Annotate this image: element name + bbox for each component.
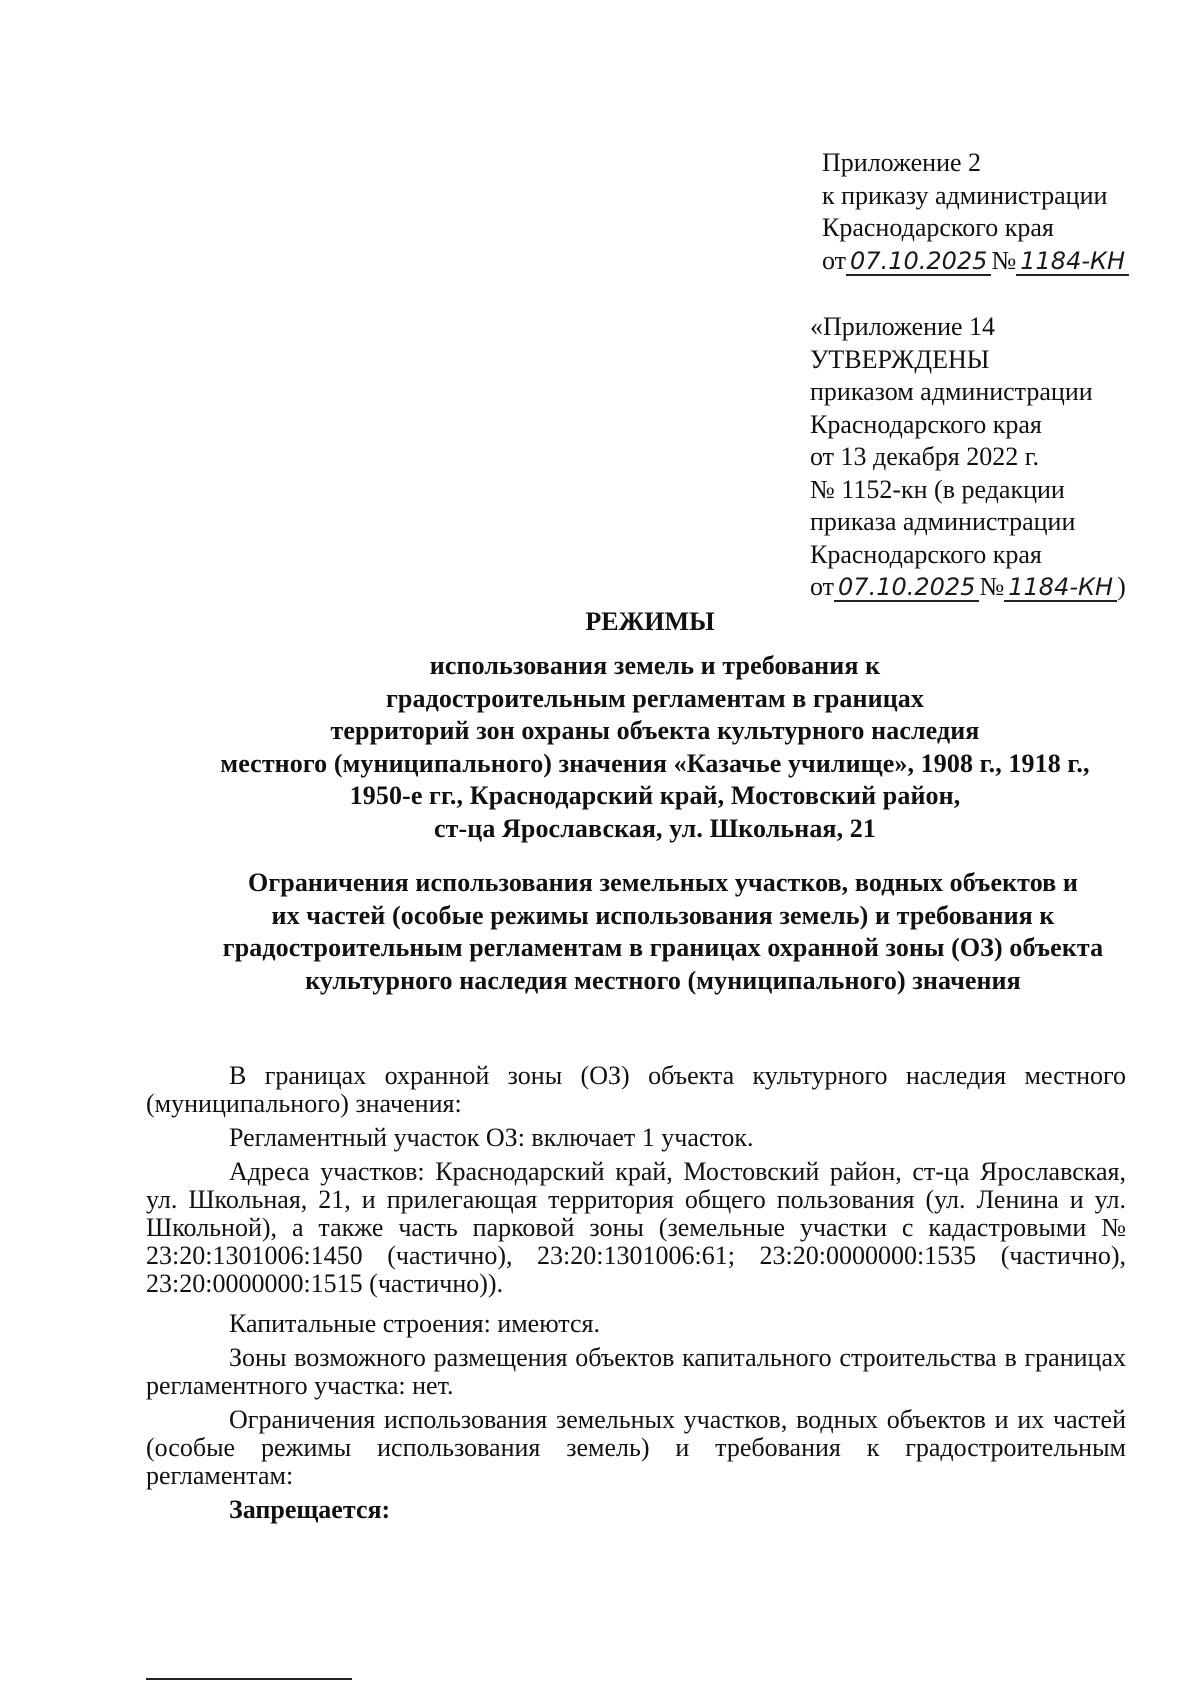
annex-2-date-line xyxy=(822,245,1129,278)
annex-14-line: «Приложение 14 xyxy=(810,312,996,341)
heading-line: градостроительным регламентам в границах охранной зоны (ОЗ) объекта xyxy=(222,933,1104,962)
title-line: территорий зон охраны объекта культурного наследия xyxy=(330,716,980,745)
document-title-description xyxy=(170,650,1140,845)
annex-2-order-ref: к приказу администрации xyxy=(822,180,1108,210)
annex-2-title: Приложение 2 xyxy=(822,148,982,177)
title-line: градостроительным регламентам в границах xyxy=(386,683,924,713)
document-title: РЕЖИМЫ xyxy=(585,607,715,636)
paragraph: Адреса участков: Краснодарский край, Мостовский район, ст-ца Ярославская, ул. Школьная, 21, и прилегающая территория общего пользования (ул. Ленина и ул. Школьной), а также часть парковой зоны (земельные участки с кадастровыми № 23:20:1301006:1450 (частично), 23:20:1301006:61; 23:20:0000000:1535 (частично), 23:20:0000000:1515 (частично)). xyxy=(146,1157,1126,1298)
handwritten-date: 07.10.2025 xyxy=(834,574,979,602)
number-prefix: № xyxy=(979,572,1005,601)
annex-14-date-line xyxy=(810,571,1126,604)
body-text xyxy=(146,1062,1126,1530)
closing-paren: ) xyxy=(1117,572,1126,601)
annex-14-line: Краснодарского края xyxy=(810,409,1042,439)
date-prefix: от xyxy=(822,245,847,275)
paragraph: В границах охранной зоны (ОЗ) объекта культурного наследия местного (муниципального) значения: xyxy=(146,1061,1126,1118)
title-line: 1950-е гг., Краснодарский край, Мостовский район, xyxy=(349,781,961,810)
title-line: местного (муниципального) значения «Казачье училище», 1908 г., 1918 г., xyxy=(220,748,1090,778)
handwritten-date: 07.10.2025 xyxy=(846,248,991,276)
paragraph: Ограничения использования земельных участков, водных объектов и их частей (особые режимы использования земель) и требования к градостроительным регламентам: xyxy=(146,1405,1126,1490)
handwritten-number: 1184-КН xyxy=(1004,574,1117,602)
heading-line: культурного наследия местного (муниципального) значения xyxy=(305,965,1021,995)
annex-14-header xyxy=(810,311,1126,604)
annex-14-line: УТВЕРЖДЕНЫ xyxy=(810,344,990,374)
annex-14-line: от 13 декабря 2022 г. xyxy=(810,442,1039,471)
footnote-divider xyxy=(146,1678,352,1680)
annex-2-region: Краснодарского края xyxy=(822,213,1054,242)
annex-14-line: № 1152-кн (в редакции xyxy=(810,474,1065,504)
title-line: использования земель и требования к xyxy=(429,651,881,680)
date-prefix: от xyxy=(810,572,835,601)
annex-14-line: Краснодарского края xyxy=(810,539,1042,569)
paragraph: Зоны возможного размещения объектов капитального строительства в границах регламентного участка: нет. xyxy=(146,1343,1126,1400)
paragraph: Капитальные строения: имеются. xyxy=(229,1309,600,1338)
heading-line: их частей (особые режимы использования земель) и требования к xyxy=(271,900,1055,930)
paragraph: Регламентный участок ОЗ: включает 1 участок. xyxy=(229,1123,754,1152)
annex-2-header xyxy=(822,147,1129,277)
annex-14-line: приказа администрации xyxy=(810,507,1076,536)
annex-14-line: приказом администрации xyxy=(810,377,1093,406)
title-line: ст-ца Ярославская, ул. Школьная, 21 xyxy=(433,813,877,843)
handwritten-number: 1184-КН xyxy=(1016,248,1129,276)
heading-line: Ограничения использования земельных участков, водных объектов и xyxy=(248,868,1078,897)
section-heading xyxy=(168,867,1158,997)
number-prefix: № xyxy=(991,245,1017,275)
paragraph-prohibited: Запрещается: xyxy=(229,1495,391,1524)
